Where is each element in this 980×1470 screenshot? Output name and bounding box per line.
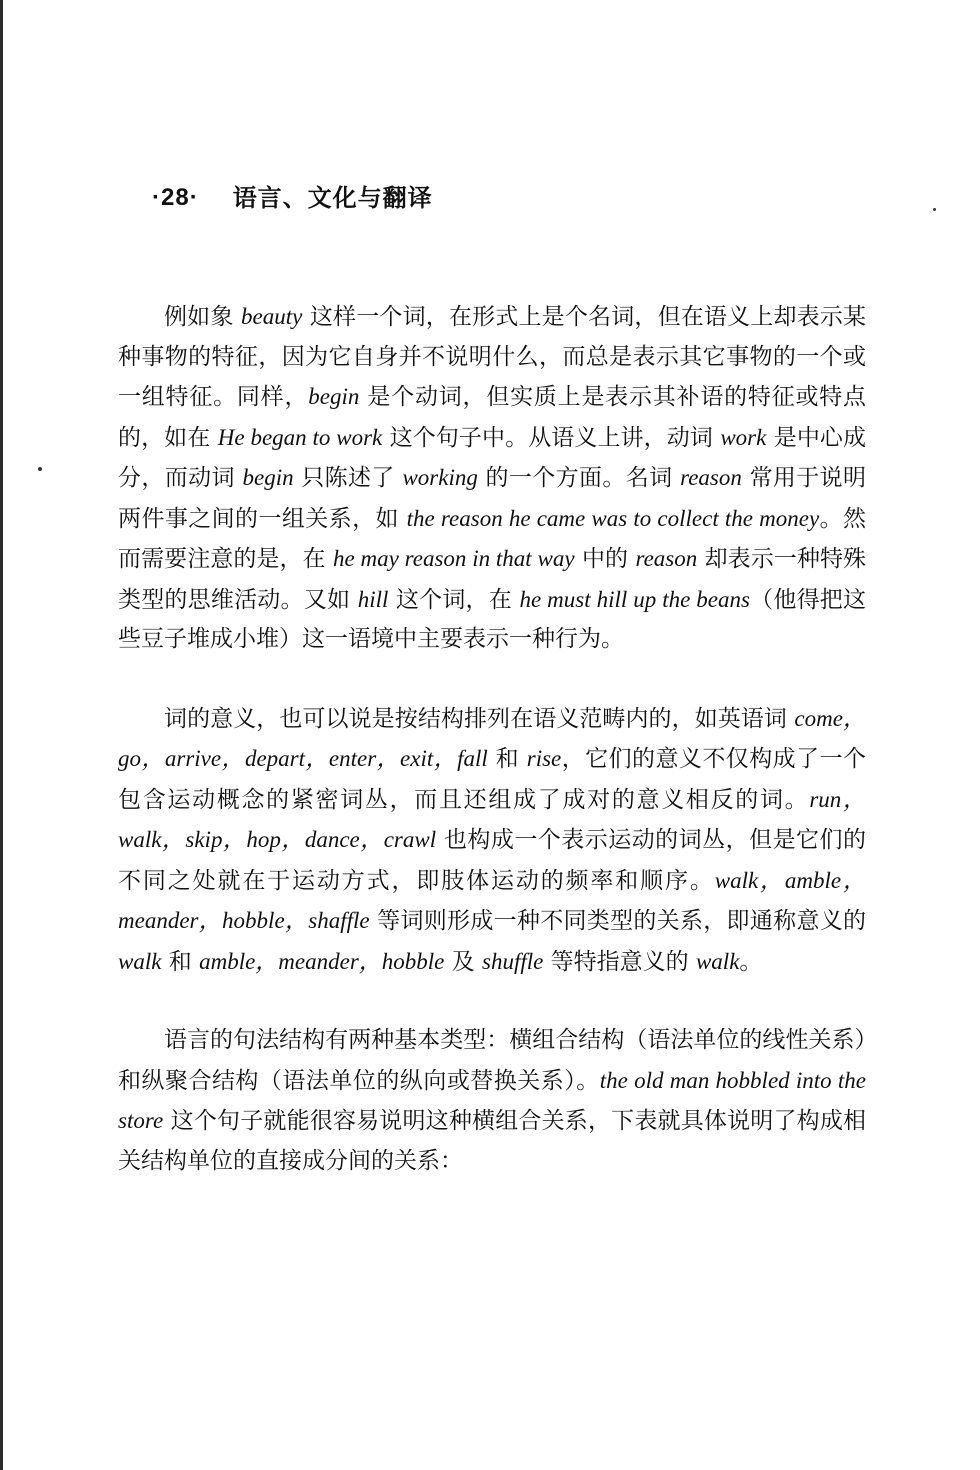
english-term: walk	[695, 948, 740, 974]
english-term: come，go，arrive，depart，enter，exit，fall	[118, 705, 867, 771]
text-run: 是中心成分，而动词	[118, 424, 867, 491]
english-term: begin	[308, 384, 360, 409]
paragraph-word-class-semantics	[118, 297, 866, 660]
text-run: 常用于说明两件事之间的一组关系，如	[118, 465, 867, 532]
text-run: 却表示一种特殊类型的思维活动。又如	[118, 546, 867, 613]
english-term: shuffle	[482, 948, 544, 974]
english-term: he may reason in that way	[332, 546, 575, 571]
text-run: 这样一个词，在形式上是个名词，但在语义上却表示某种事物的特征，因为它自身并不说明什么，而总是表示其它事物的一个或一组特征。同样，	[118, 304, 867, 410]
text-run: 也构成一个表示运动的词丛，但是它们的不同之处就在于运动方式，即肢体运动的频率和顺序。	[118, 827, 866, 894]
text-run: 的一个方面。名词	[477, 465, 681, 491]
english-term: the reason he came was to collect the money	[406, 505, 820, 531]
text-run: 只陈述了	[293, 465, 403, 491]
page-number: ·28·	[152, 184, 199, 211]
text-run: 这个句子就能很容易说明这种横组合关系，下表就具体说明了构成相关结构单位的直接成分间的关系：	[118, 1108, 866, 1174]
text-run: 是个动词，但实质上是表示其补语的特征或特点的，如在	[118, 384, 867, 451]
english-term: reason	[680, 465, 742, 490]
text-run: 。	[739, 948, 763, 975]
english-term: beauty	[241, 304, 303, 329]
english-term: amble，meander，hobble	[199, 948, 445, 974]
text-run: （他得把这些豆子堆成小堆）这一语境中主要表示一种行为。	[118, 586, 867, 652]
english-term: begin	[242, 465, 294, 490]
text-run: 这个句子中。从语义上讲，动词	[382, 424, 721, 451]
english-term: He began to work	[217, 424, 383, 450]
english-term: working	[402, 465, 478, 490]
running-header	[152, 180, 433, 216]
text-run: 及	[444, 948, 482, 975]
text-run: 中的	[574, 546, 636, 572]
body-text	[118, 297, 866, 1181]
english-term: walk，amble，meander，hobble，shaffle	[118, 867, 866, 933]
book-title: 语言、文化与翻译	[232, 184, 433, 212]
scan-speck-left	[38, 467, 42, 471]
paragraph-semantic-fields	[118, 699, 866, 983]
text-run: 这个词，在	[388, 586, 520, 613]
page-edge-rule	[0, 0, 3, 1470]
text-run: 例如象	[164, 304, 242, 330]
text-run: 词的意义，也可以说是按结构排列在语义范畴内的，如英语词	[164, 705, 795, 732]
english-term: he must hill up the beans	[519, 586, 750, 612]
text-run: 语言的句法结构有两种基本类型：横组合结构（语法单位的线性关系）和纵聚合结构（语法单位的纵向或替换关系）。	[118, 1027, 866, 1094]
english-term: hill	[357, 586, 389, 612]
scan-speck-right	[933, 208, 936, 211]
text-run: 等词则形成一种不同类型的关系，即通称意义的	[369, 908, 867, 934]
english-term: reason	[635, 546, 698, 571]
text-run: 和	[161, 948, 200, 975]
english-term: work	[720, 424, 767, 450]
text-run: ，它们的意义不仅构成了一个包含运动概念的紧密词丛，而且还组成了成对的意义相反的词。	[118, 746, 867, 813]
english-term: walk	[118, 948, 162, 974]
text-run: 和	[487, 746, 527, 772]
text-run: 等特指意义的	[543, 948, 696, 975]
paragraph-syntactic-structure	[118, 1021, 866, 1181]
english-term: rise	[526, 746, 562, 771]
english-term: run，walk，skip，hop，dance，crawl	[118, 786, 867, 852]
english-term: the old man hobbled into the store	[118, 1067, 867, 1133]
text-run: 。然而需要注意的是，在	[118, 505, 866, 572]
